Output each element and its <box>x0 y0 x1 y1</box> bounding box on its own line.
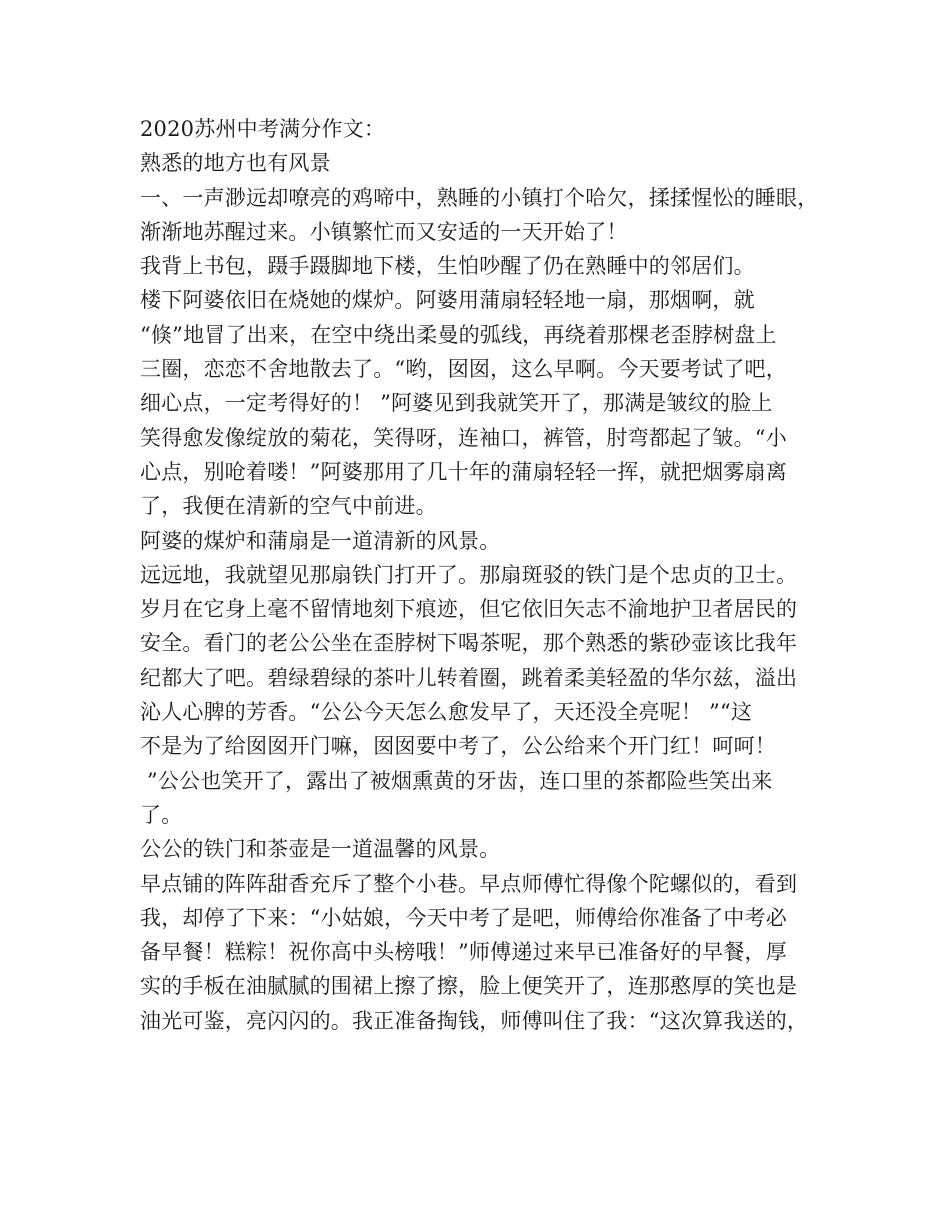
text-line: 三圈，恋恋不舍地散去了。“哟，囡囡，这么早啊。今天要考试了吧， <box>140 357 787 382</box>
text-line: 实的手板在油腻腻的围裙上擦了擦，脸上便笑开了，连那憨厚的笑也是 <box>140 974 798 999</box>
text-line: 油光可鉴，亮闪闪的。我正准备掏钱，师傅叫住了我：“这次算我送的， <box>140 1008 809 1033</box>
text-line: 我，却停了下来：“小姑娘，今天中考了是吧，师傅给你准备了中考必 <box>140 905 787 930</box>
text-line: 楼下阿婆依旧在烧她的煤炉。阿婆用蒲扇轻轻地一扇，那烟啊，就 <box>140 288 755 313</box>
text-line: 我背上书包，蹑手蹑脚地下楼，生怕吵醒了仍在熟睡中的邻居们。 <box>140 254 755 279</box>
text-line: 岁月在它身上毫不留情地刻下痕迹，但它依旧矢志不渝地护卫者居民的 <box>140 597 798 622</box>
essay-source-line: 2020苏州中考满分作文： <box>140 117 386 141</box>
essay-title: 熟悉的地方也有风景 <box>140 151 331 176</box>
text-line: 纪都大了吧。碧绿碧绿的茶叶儿转着圈，跳着柔美轻盈的华尔兹，溢出 <box>140 665 798 690</box>
text-line: 公公的铁门和茶壶是一道温馨的风景。 <box>140 837 501 862</box>
document-page <box>140 112 830 1038</box>
text-line: ”公公也笑开了，露出了被烟熏黄的牙齿，连口里的茶都险些笑出来 <box>140 768 773 793</box>
text-line: “倏”地冒了出来，在空中绕出柔曼的弧线，再绕着那棵老歪脖树盘上 <box>140 322 777 347</box>
text-line: 不是为了给囡囡开门嘛，囡囡要中考了，公公给来个开门红！呵呵！ <box>140 734 776 759</box>
text-line: 备早餐！糕粽！祝你高中头榜哦！”师傅递过来早已准备好的早餐，厚 <box>140 940 787 965</box>
text-line: 安全。看门的老公公坐在歪脖树下喝茶呢，那个熟悉的紫砂壶该比我年 <box>140 631 798 656</box>
text-line: 细心点，一定考得好的！ ”阿婆见到我就笑开了，那满是皱纹的脸上 <box>140 391 773 416</box>
text-line: 阿婆的煤炉和蒲扇是一道清新的风景。 <box>140 528 501 553</box>
text-line: 笑得愈发像绽放的菊花，笑得呀，连袖口，裤管，肘弯都起了皱。“小 <box>140 425 787 450</box>
text-line: 了。 <box>140 802 183 827</box>
text-line: 沁人心脾的芳香。“公公今天怎么愈发早了，天还没全亮呢！ ”“这 <box>140 700 753 725</box>
text-line: 早点铺的阵阵甜香充斥了整个小巷。早点师傅忙得像个陀螺似的，看到 <box>140 871 798 896</box>
text-line: 心点，别呛着喽！”阿婆那用了几十年的蒲扇轻轻一挥，就把烟雾扇离 <box>140 459 787 484</box>
text-line: 一、一声渺远却嘹亮的鸡啼中，熟睡的小镇打个哈欠，揉揉惺忪的睡眼， <box>140 185 819 210</box>
text-line: 远远地，我就望见那扇铁门打开了。那扇斑驳的铁门是个忠贞的卫士。 <box>140 562 798 587</box>
text-line: 渐渐地苏醒过来。小镇繁忙而又安适的一天开始了！ <box>140 219 628 244</box>
text-line: 了，我便在清新的空气中前进。 <box>140 494 437 519</box>
